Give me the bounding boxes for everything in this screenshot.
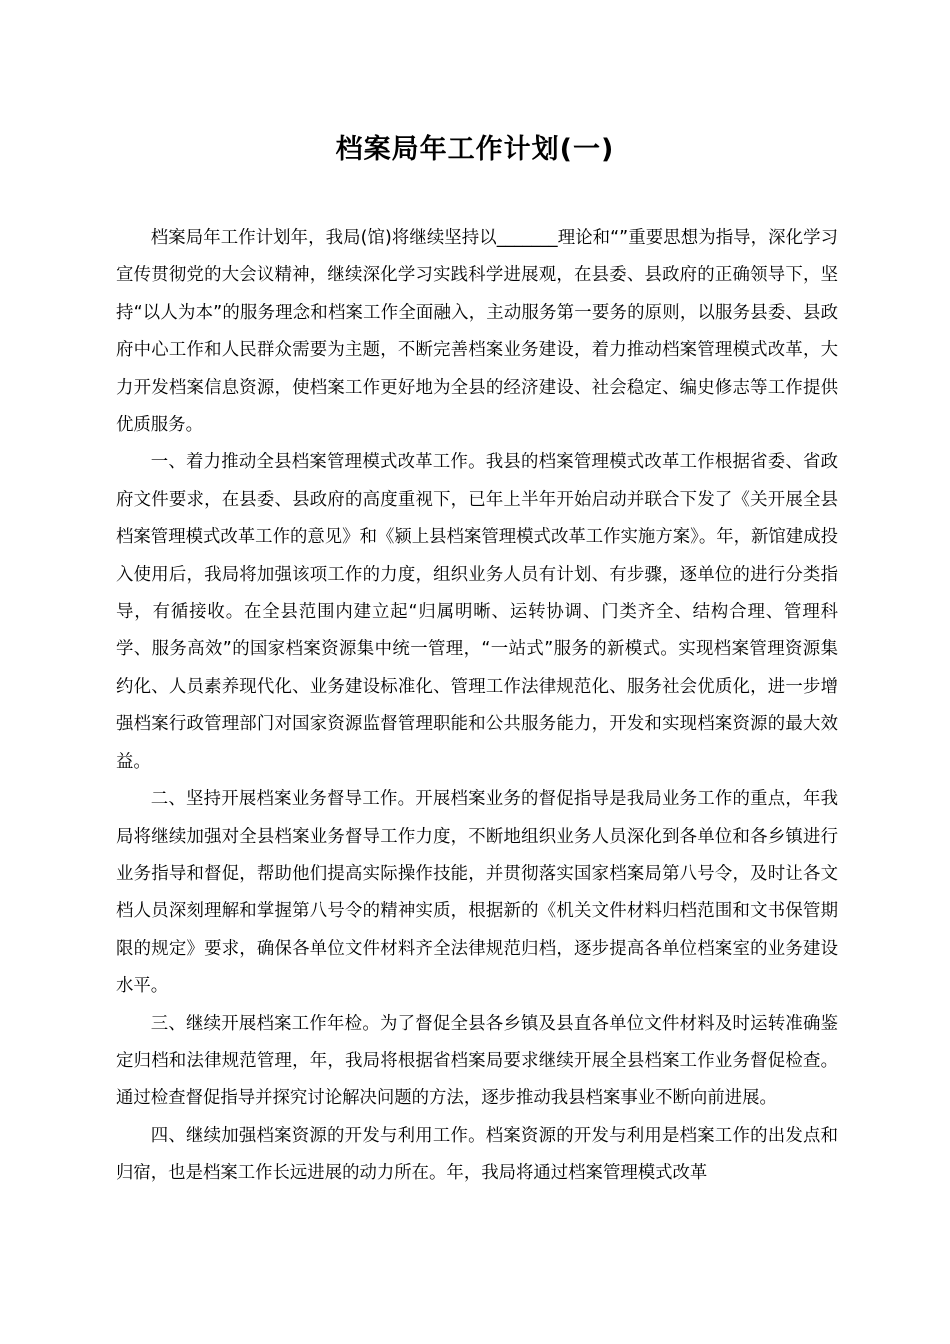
paragraph-intro: 档案局年工作计划年，我局(馆)将继续坚持以_______理论和“”重要思想为指导，深化学习宣传贯彻党的大会议精神，继续深化学习实践科学进展观，在县委、县政府的正确领导下，坚持“以人为本”的服务理念和档案工作全面融入，主动服务第一要务的原则，以服务县委、县政府中心工作和人民群众需要为主题，不断完善档案业务建设，着力推动档案管理模式改革，大力开发档案信息资源，使档案工作更好地为全县的经济建设、社会稳定、编史修志等工作提供优质服务。: [116, 228, 838, 436]
document-title: 档案局年工作计划(一): [335, 134, 615, 165]
paragraph-section-4: 四、继续加强档案资源的开发与利用工作。档案资源的开发与利用是档案工作的出发点和归宿，也是档案工作长远进展的动力所在。年，我局将通过档案管理模式改革: [116, 1125, 838, 1184]
paragraph-section-1: 一、着力推动全县档案管理模式改革工作。我县的档案管理模式改革工作根据省委、省政府文件要求，在县委、县政府的高度重视下，已年上半年开始启动并联合下发了《关开展全县档案管理模式改革工作的意见》和《颍上县档案管理模式改革工作实施方案》。年，新馆建成投入使用后，我局将加强该项工作的力度，组织业务人员有计划、有步骤，逐单位的进行分类指导，有循接收。在全县范围内建立起“归属明晰、运转协调、门类齐全、结构合理、管理科学、服务高效”的国家档案资源集中统一管理，“一站式”服务的新模式。实现档案管理资源集约化、人员素养现代化、业务建设标准化、管理工作法律规范化、服务社会优质化，进一步增强档案行政管理部门对国家资源监督管理职能和公共服务能力，开发和实现档案资源的最大效益。: [116, 452, 838, 772]
paragraph-section-3: 三、继续开展档案工作年检。为了督促全县各乡镇及县直各单位文件材料及时运转准确鉴定归档和法律规范管理，年，我局将根据省档案局要求继续开展全县档案工作业务督促检查。通过检查督促指导并探究讨论解决问题的方法，逐步推动我县档案事业不断向前进展。: [116, 1013, 838, 1109]
document-body: [116, 220, 838, 1193]
paragraph-section-2: 二、坚持开展档案业务督导工作。开展档案业务的督促指导是我局业务工作的重点，年我局将继续加强对全县档案业务督导工作力度，不断地组织业务人员深化到各单位和各乡镇进行业务指导和督促，帮助他们提高实际操作技能，并贯彻落实国家档案局第八号令，及时让各文档人员深刻理解和掌握第八号令的精神实质，根据新的《机关文件材料归档范围和文书保管期限的规定》要求，确保各单位文件材料齐全法律规范归档，逐步提高各单位档案室的业务建设水平。: [116, 789, 838, 997]
